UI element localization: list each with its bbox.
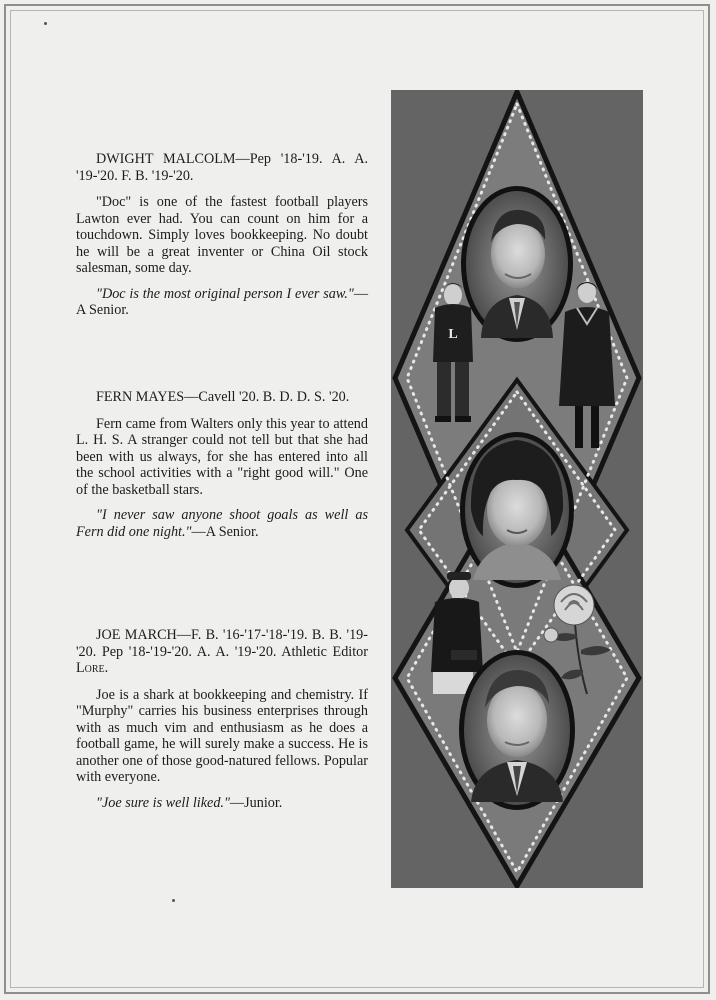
scan-speck bbox=[44, 22, 47, 25]
entry-quote bbox=[76, 795, 368, 812]
student-name: JOE MARCH bbox=[96, 627, 177, 643]
entry-quote bbox=[76, 286, 368, 319]
activities-end: . bbox=[104, 660, 109, 676]
activities: —F. B. '16-'17-'18-'19. B. B. '19-'20. Pep '18-'19-'20. A. A. '19-'20. Athletic Editor bbox=[76, 627, 368, 660]
activities: —Pep '18-'19. A. A. '19-'20. F. B. '19-'20. bbox=[76, 151, 369, 184]
quote-attribution: —A Senior. bbox=[76, 285, 368, 318]
entry-description: "Doc" is one of the fastest football players Lawton ever had. You can count on him for a touchdown. Simply loves bookkeeping. No doubt he will be a great inventer or China Oil stock salesman, some day. bbox=[76, 194, 368, 276]
lore-smallcaps: Lore bbox=[76, 660, 105, 676]
entry-dwight-malcolm bbox=[76, 151, 368, 319]
activities: —Cavell '20. B. D. D. S. '20. bbox=[184, 389, 350, 405]
quote-attribution: —A Senior. bbox=[191, 523, 259, 540]
entry-quote bbox=[76, 507, 368, 540]
sweater-letter: L bbox=[448, 327, 458, 342]
portrait-joe-march bbox=[459, 650, 575, 810]
portrait-dwight-malcolm bbox=[461, 186, 573, 342]
quote-text: "Doc is the most original person I ever saw." bbox=[96, 285, 354, 302]
portrait-fern-mayes bbox=[460, 432, 574, 588]
scan-speck bbox=[172, 899, 175, 902]
photo-panel bbox=[391, 90, 643, 888]
quote-text: "Joe sure is well liked." bbox=[96, 794, 230, 811]
student-name: DWIGHT MALCOLM bbox=[96, 151, 236, 167]
entry-heading bbox=[76, 151, 368, 184]
entry-fern-mayes bbox=[76, 389, 368, 540]
entry-description: Fern came from Walters only this year to attend L. H. S. A stranger could not tell but that she had been with us always, for she has entered into all the school activities with a "right good will." One of the basketball stars. bbox=[76, 415, 368, 498]
entry-heading bbox=[76, 627, 368, 677]
entry-description: Joe is a shark at bookkeeping and chemistry. If "Murphy" carries his business enterprises through with as much vim and enthusiasm as he does a football game, he will surely make a success. He is another one of those good-natured fellows. Popular with everyone. bbox=[76, 686, 368, 785]
entry-heading bbox=[76, 389, 368, 406]
quote-text: "I never saw anyone shoot goals as well as Fern did one night." bbox=[76, 507, 368, 540]
entry-joe-march bbox=[76, 627, 368, 811]
student-name: FERN MAYES bbox=[96, 389, 185, 405]
quote-attribution: —Junior. bbox=[229, 794, 283, 811]
